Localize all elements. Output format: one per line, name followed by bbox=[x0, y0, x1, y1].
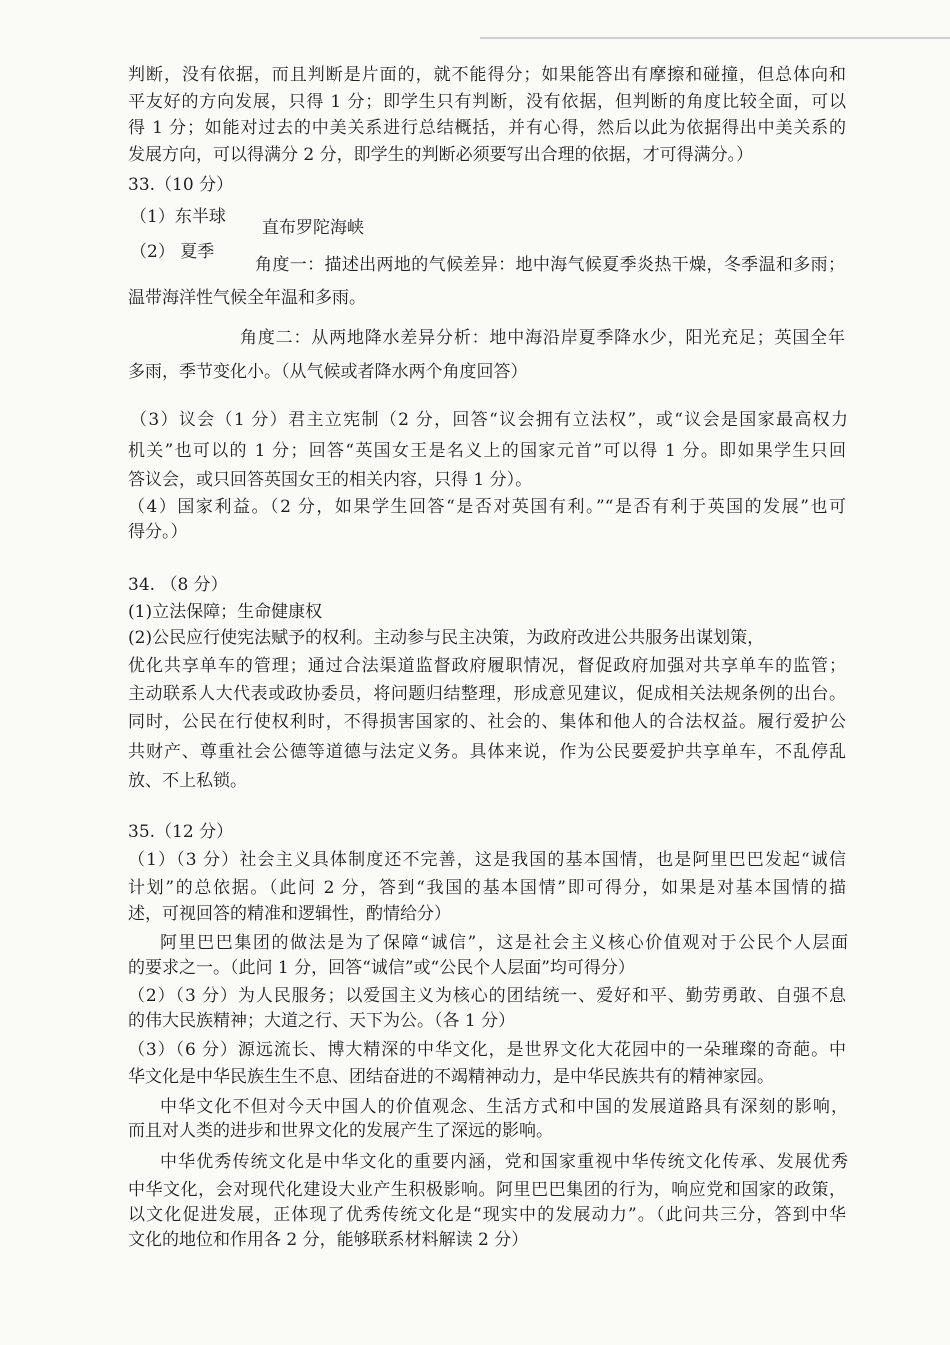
q34-answer-line: (1)立法保障；生命健康权 bbox=[128, 602, 323, 622]
question-33-heading: 33.（10 分） bbox=[128, 175, 234, 195]
q35-answer-line: 的要求之一。（此问 1 分，回答“诚信”或“公民个人层面”均可得分） bbox=[128, 958, 635, 978]
q35-answer-line: 的伟大民族精神；大道之行、天下为公。（各 1 分） bbox=[128, 1011, 516, 1031]
q34-answer-line: 优化共享单车的管理；通过合法渠道监督政府履职情况，督促政府加强对共享单车的监管； bbox=[128, 656, 846, 676]
q35-answer-line: 述，可视回答的精准和逻辑性，酌情给分） bbox=[128, 904, 451, 924]
q33-part2-angle1-cont: 温带海洋性气候全年温和多雨。 bbox=[128, 288, 366, 308]
scan-edge-mark bbox=[480, 37, 950, 39]
q33-part3-line: 机关”也可以的 1 分；回答“英国女王是名义上的国家元首”可以得 1 分。即如果学生只回 bbox=[128, 441, 846, 461]
q33-part2-angle2: 角度二：从两地降水差异分析：地中海沿岸夏季降水少，阳光充足；英国全年 bbox=[240, 328, 845, 348]
q33-part1-answer: 直布罗陀海峡 bbox=[262, 218, 364, 238]
q35-answer-line: 中华文化，会对现代化建设大业产生积极影响。阿里巴巴集团的行为，响应党和国家的政策， bbox=[128, 1180, 846, 1200]
q35-answer-line: （1）（3 分）社会主义具体制度还不完善，这是我国的基本国情，也是阿里巴巴发起“诚信 bbox=[128, 850, 846, 870]
q34-answer-line: 同时，公民在行使权利时，不得损害国家的、社会的、集体和他人的合法权益。履行爱护公 bbox=[128, 712, 846, 732]
q35-answer-line: 计划”的总依据。（此问 2 分，答到“我国的基本国情”即可得分，如果是对基本国情的描 bbox=[128, 878, 846, 898]
scoring-note-line: 平友好的方向发展，只得 1 分；即学生只有判断，没有依据，但判断的角度比较全面，可以 bbox=[128, 92, 846, 112]
q33-part4-line: 得分。） bbox=[128, 522, 188, 542]
q33-part2-angle2-cont: 多雨，季节变化小。（从气候或者降水两个角度回答） bbox=[128, 362, 528, 382]
q35-answer-line: 阿里巴巴集团的做法是为了保障“诚信”，这是社会主义核心价值观对于公民个人层面 bbox=[160, 933, 848, 953]
q35-answer-line: 而且对人类的进步和世界文化的发展产生了深远的影响。 bbox=[128, 1121, 553, 1141]
q33-part4-line: （4）国家利益。（2 分，如果学生回答“是否对英国有利。”“是否有利于英国的发展”也可 bbox=[128, 497, 846, 517]
q33-part2-angle1: 角度一：描述出两地的气候差异：地中海气候夏季炎热干燥，冬季温和多雨； bbox=[255, 255, 845, 275]
q35-answer-line: （2）（3 分）为人民服务；以爱国主义为核心的团结统一、爱好和平、勤劳勇敢、自强不息 bbox=[128, 986, 846, 1006]
question-34-heading: 34. （8 分） bbox=[128, 575, 228, 595]
q35-answer-line: 中华文化不但对今天中国人的价值观念、生活方式和中国的发展道路具有深刻的影响， bbox=[160, 1097, 848, 1117]
q34-answer-line: 共财产、尊重社会公德等道德与法定义务。具体来说，作为公民要爱护共享单车，不乱停乱 bbox=[128, 742, 846, 762]
q33-part3-line: （3）议会（1 分）君主立宪制（2 分，回答“议会拥有立法权”，或“议会是国家最高权力 bbox=[130, 410, 848, 430]
q34-answer-line: 主动联系人大代表或政协委员，将问题归结整理，形成意见建议，促成相关法规条例的出台。 bbox=[128, 684, 846, 704]
q35-answer-line: 以文化促进发展，正体现了优秀传统文化是“现实中的发展动力”。（此问共三分，答到中华 bbox=[128, 1205, 846, 1225]
q35-answer-line: 中华优秀传统文化是中华文化的重要内涵，党和国家重视中华传统文化传承、发展优秀 bbox=[160, 1152, 848, 1172]
scoring-note-line: 得 1 分；如能对过去的中美关系进行总结概括，并有心得，然后以此为依据得出中美关系的 bbox=[128, 118, 846, 138]
q34-answer-line: 放、不上私锁。 bbox=[128, 771, 247, 791]
question-35-heading: 35.（12 分） bbox=[128, 822, 234, 842]
q33-part1-label: （1）东半球 bbox=[130, 207, 226, 227]
scoring-note-line: 发展方向，可以得满分 2 分，即学生的判断必须要写出合理的依据，才可得满分。） bbox=[128, 145, 754, 165]
scoring-note-line: 判断，没有依据，而且判断是片面的，就不能得分；如果能答出有摩擦和碰撞，但总体向和 bbox=[128, 65, 846, 85]
q35-answer-line: 文化的地位和作用各 2 分，能够联系材料解读 2 分） bbox=[128, 1230, 529, 1250]
q35-answer-line: （3）（6 分）源远流长、博大精深的中华文化，是世界文化大花园中的一朵璀璨的奇葩。中 bbox=[128, 1040, 846, 1060]
q33-part3-line: 答议会，或只回答英国女王的相关内容，只得 1 分）。 bbox=[128, 470, 533, 490]
q34-answer-line: (2)公民应行使宪法赋予的权利。主动参与民主决策，为政府改进公共服务出谋划策， bbox=[128, 628, 765, 648]
q35-answer-line: 华文化是中华民族生生不息、团结奋进的不竭精神动力，是中华民族共有的精神家园。 bbox=[128, 1067, 774, 1087]
q33-part2-label: （2） 夏季 bbox=[130, 242, 215, 262]
